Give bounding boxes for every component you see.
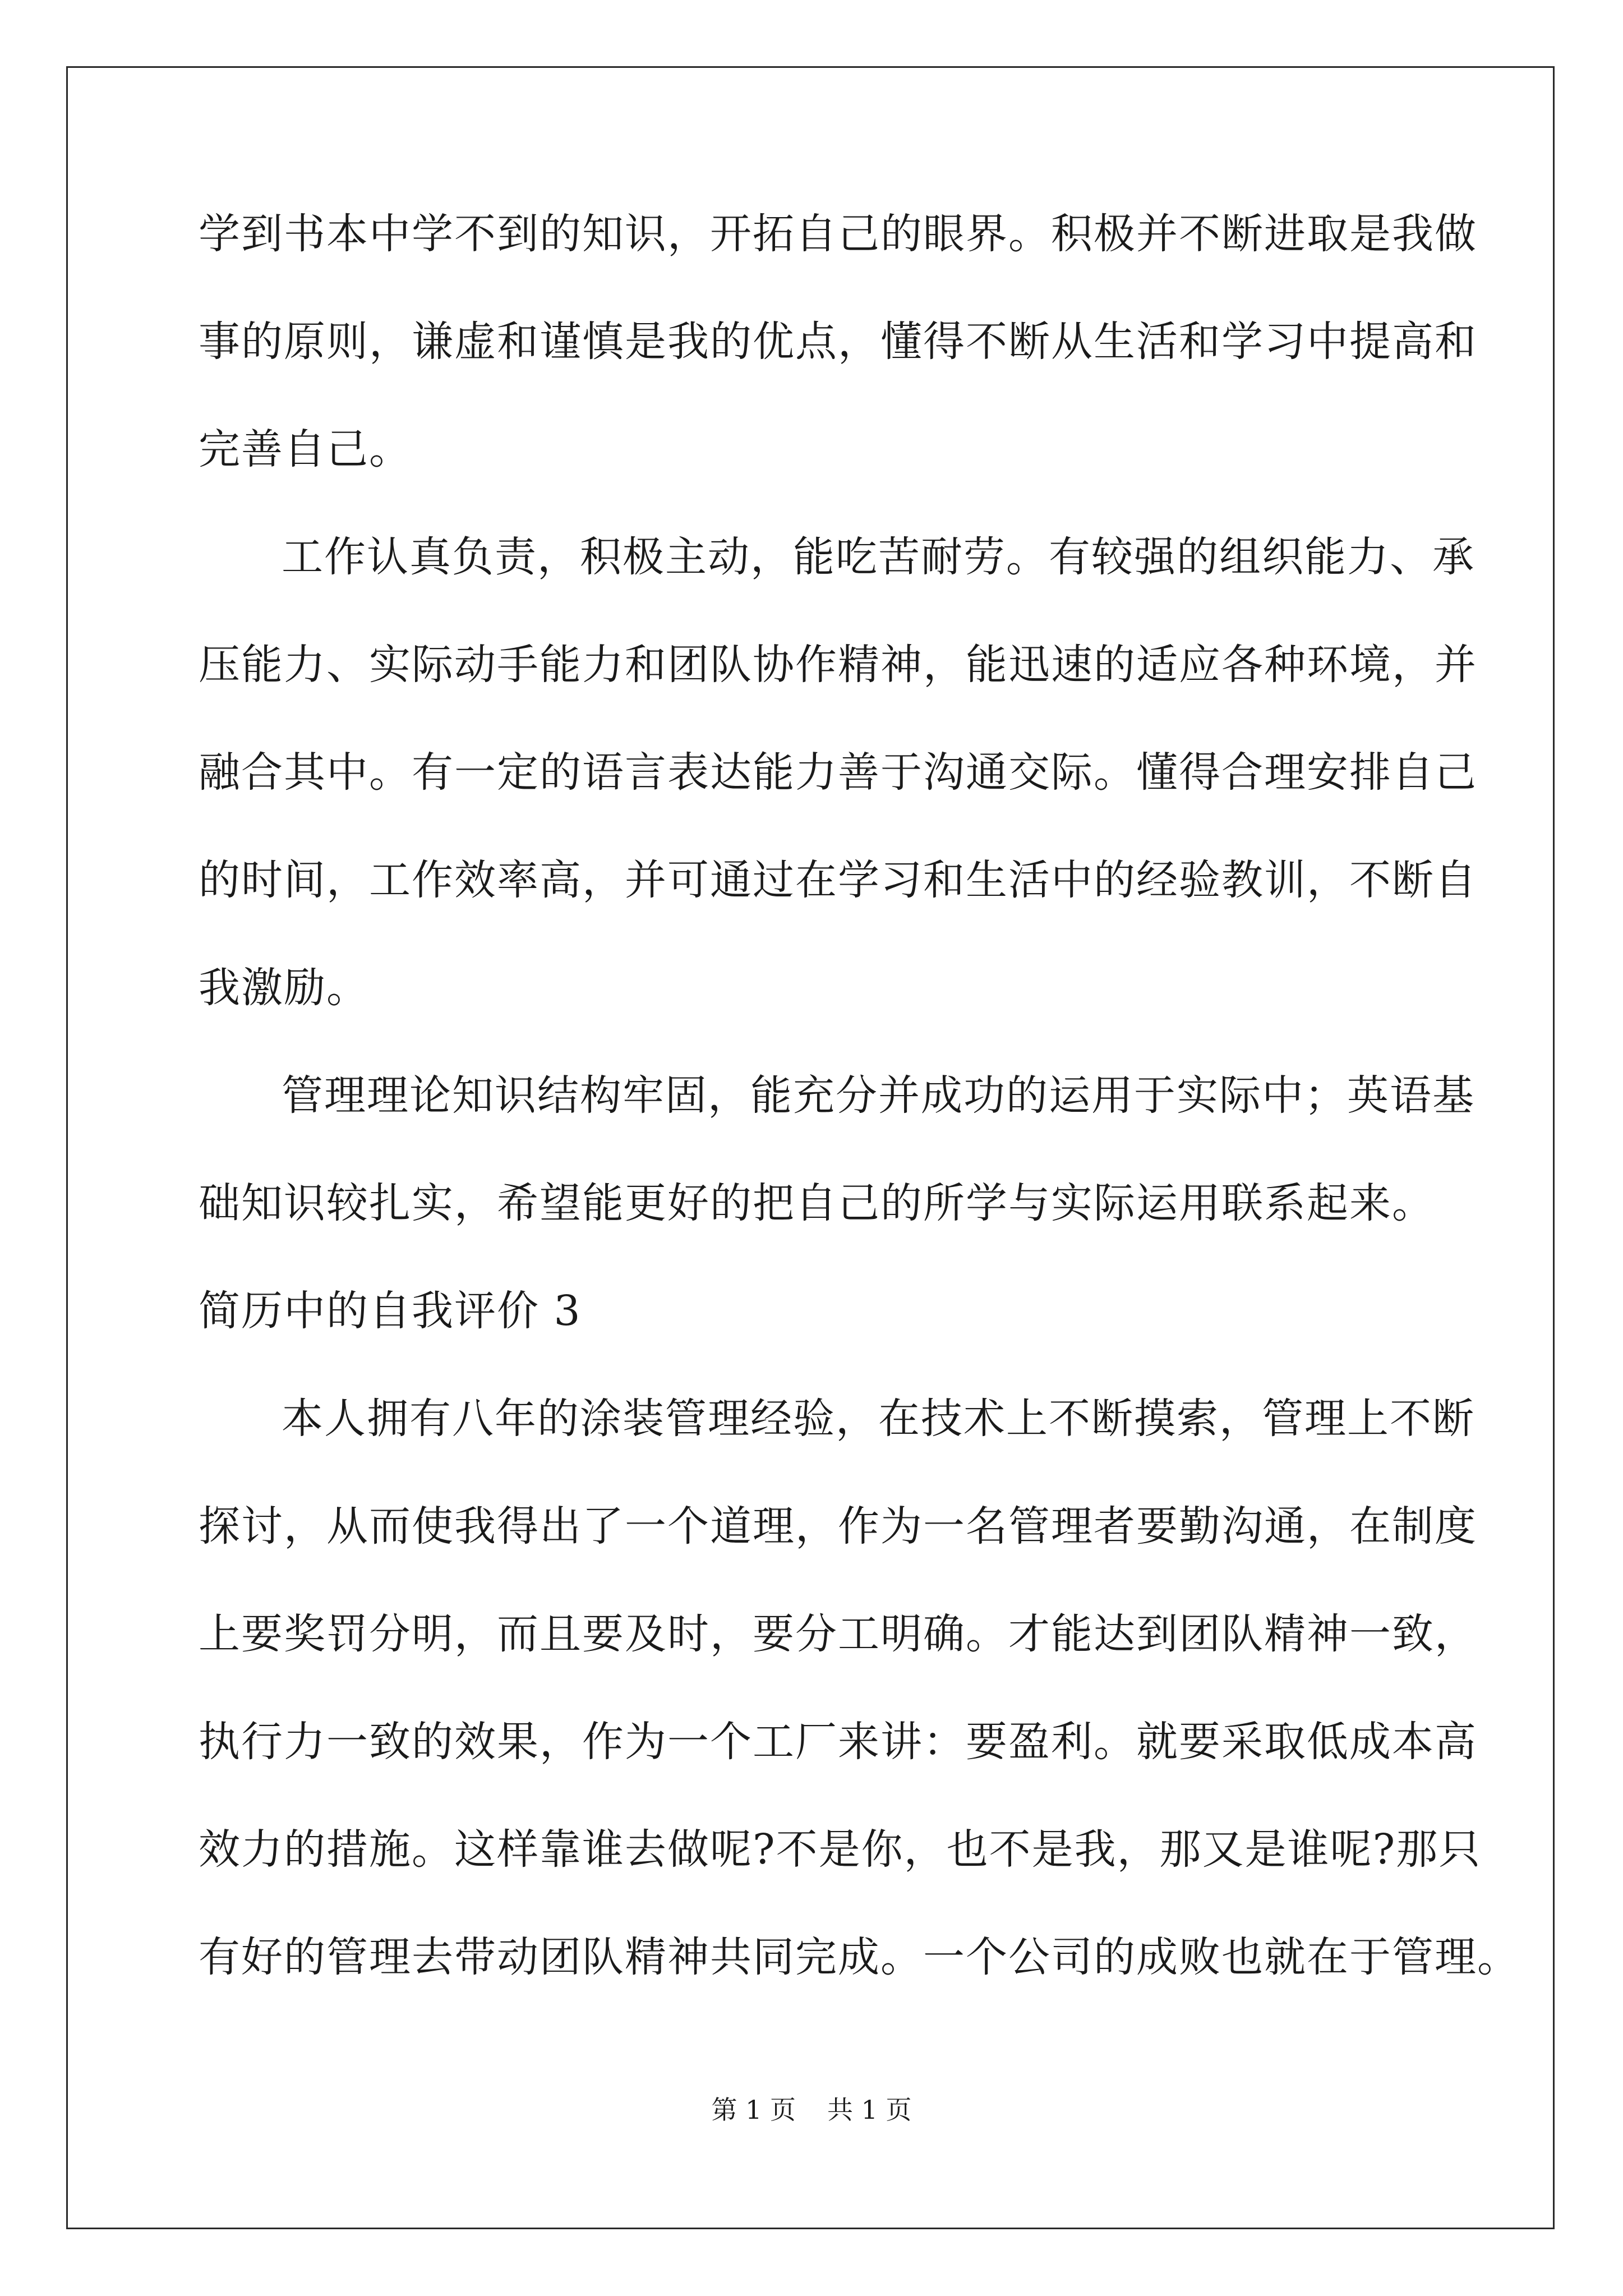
text-line-2: 事的原则，谦虚和谨慎是我的优点，懂得不断从生活和学习中提高和 bbox=[199, 318, 1477, 366]
text-line-7: 的时间，工作效率高，并可通过在学习和生活中的经验教训，不断自 bbox=[199, 856, 1477, 904]
page-number-current: 第 1 页 bbox=[711, 2095, 796, 2125]
text-line-12: 本人拥有八年的涂装管理经验，在技术上不断摸索，管理上不断 bbox=[282, 1395, 1475, 1443]
text-line-16: 效力的措施。这样靠谁去做呢?不是你，也不是我，那又是谁呢?那只 bbox=[199, 1825, 1482, 1874]
text-line-3: 完善自己。 bbox=[199, 425, 412, 473]
text-line-14: 上要奖罚分明，而且要及时，要分工明确。才能达到团队精神一致， bbox=[199, 1610, 1477, 1658]
text-line-15: 执行力一致的效果，作为一个工厂来讲：要盈利。就要采取低成本高 bbox=[199, 1718, 1477, 1766]
text-line-17: 有好的管理去带动团队精神共同完成。一个公司的成败也就在于管理。 bbox=[199, 1933, 1520, 1981]
text-line-8: 我激励。 bbox=[199, 964, 369, 1012]
text-line-6: 融合其中。有一定的语言表达能力善于沟通交际。懂得合理安排自己 bbox=[199, 748, 1477, 797]
section-heading: 简历中的自我评价 3 bbox=[199, 1287, 582, 1335]
text-line-10: 础知识较扎实，希望能更好的把自己的所学与实际运用联系起来。 bbox=[199, 1179, 1435, 1227]
text-line-9: 管理理论知识结构牢固，能充分并成功的运用于实际中；英语基 bbox=[282, 1071, 1475, 1120]
text-line-1: 学到书本中学不到的知识，开拓自己的眼界。积极并不断进取是我做 bbox=[199, 210, 1477, 258]
text-line-13: 探讨，从而使我得出了一个道理，作为一名管理者要勤沟通，在制度 bbox=[199, 1502, 1477, 1550]
page-number-total: 共 1 页 bbox=[827, 2095, 912, 2125]
text-line-4: 工作认真负责，积极主动，能吃苦耐劳。有较强的组织能力、承 bbox=[282, 533, 1475, 581]
document-body bbox=[199, 210, 1520, 2044]
page-footer bbox=[0, 2097, 1623, 2123]
text-line-5: 压能力、实际动手能力和团队协作精神，能迅速的适应各种环境，并 bbox=[199, 641, 1477, 689]
